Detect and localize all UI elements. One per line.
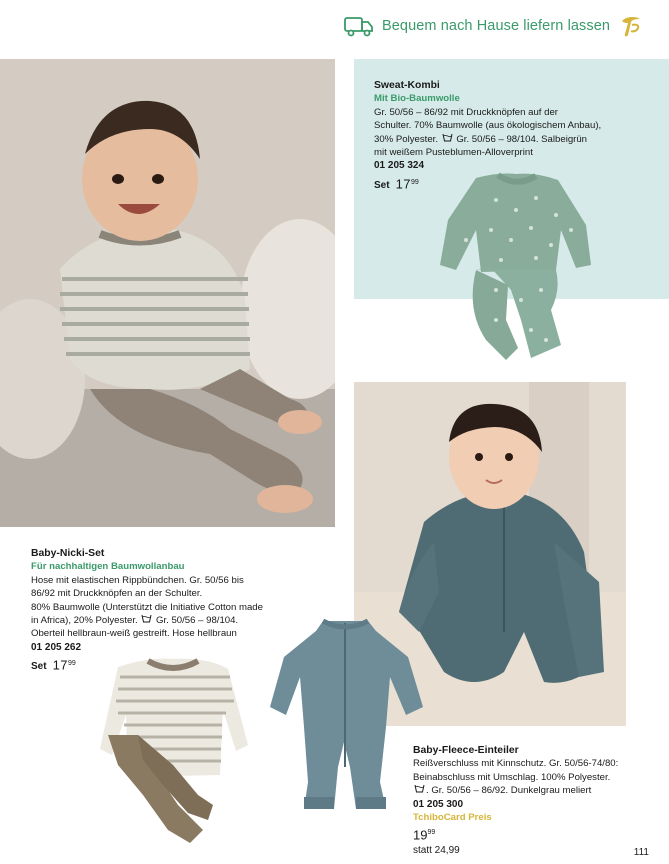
- product-description-part: Gr. 50/56 – 98/104.: [156, 615, 239, 627]
- product-description-part: Gr. 50/56 – 98/104. Salbeigrün: [456, 133, 588, 145]
- price-prefix: Set: [31, 661, 47, 673]
- product-description: Reißverschluss mit Kinnschutz. Gr. 50/56-74/80:: [413, 758, 619, 770]
- product-description: [413, 784, 663, 797]
- delivery-banner-text: Bequem nach Hause liefern lassen: [382, 18, 611, 34]
- price-int: 19: [413, 827, 428, 843]
- product-description-part: in Africa), 20% Polyester.: [31, 615, 138, 627]
- sweat-kombi-image: [436, 170, 594, 365]
- article-number: 01 205 262: [31, 641, 82, 653]
- article-number: 01 205 324: [374, 160, 425, 172]
- price-dec: 99: [427, 829, 436, 837]
- article-number: 01 205 300: [413, 798, 464, 810]
- product-description: Schulter. 70% Baumwolle (aus ökologischem Anbau),: [374, 120, 602, 132]
- price-dec: 99: [411, 178, 419, 186]
- page-number: 111: [633, 847, 649, 858]
- old-price: statt 24,99: [413, 845, 460, 857]
- price-int: 17: [395, 176, 412, 192]
- product-title: Sweat-Kombi: [374, 80, 440, 91]
- baby-sitting-illustration: [0, 59, 335, 527]
- truck-icon: [344, 15, 374, 37]
- product-description: Oberteil hellbraun-weiß gestreift. Hose hellbraun: [31, 628, 237, 640]
- wash-care-icon: [414, 784, 425, 797]
- product-description: 80% Baumwolle (Unterstützt die Initiative Cotton made: [31, 601, 263, 613]
- product-description: 86/92 mit Druckknöpfen an der Schulter.: [31, 588, 203, 600]
- product-description: Hose mit elastischen Rippbündchen. Gr. 50/56 bis: [31, 574, 244, 586]
- product-title: Baby-Nicki-Set: [31, 548, 105, 559]
- price-dec: 99: [68, 660, 76, 668]
- product-description: Gr. 50/56 – 86/92 mit Druckknöpfen auf der: [374, 106, 558, 118]
- price: [413, 826, 663, 842]
- delivery-banner[interactable]: [344, 12, 644, 40]
- baby-fleece-info: [413, 744, 663, 858]
- product-title: Baby-Fleece-Einteiler: [413, 745, 519, 756]
- product-description: [374, 133, 654, 146]
- product-description: mit weißem Pusteblumen-Alloverprint: [374, 147, 533, 159]
- tchibo-logo-icon: [618, 13, 644, 39]
- wash-care-icon: [141, 614, 152, 627]
- photo-baby-nicki-set: [0, 59, 335, 527]
- wash-care-icon: [442, 133, 453, 146]
- product-description-part: . Gr. 50/56 – 86/92. Dunkelgrau meliert: [426, 785, 592, 797]
- baby-fleece-image: [268, 617, 426, 813]
- product-subtitle: Mit Bio-Baumwolle: [374, 93, 460, 105]
- tchibocard-label: TchiboCard Preis: [413, 812, 492, 824]
- product-description-part: 30% Polyester.: [374, 133, 438, 145]
- price-prefix: Set: [374, 179, 390, 191]
- baby-nicki-image: [98, 655, 253, 845]
- price-int: 17: [52, 657, 69, 673]
- product-description: Beinabschluss mit Umschlag. 100% Polyester.: [413, 771, 611, 783]
- product-subtitle: Für nachhaltigen Baumwollanbau: [31, 561, 185, 573]
